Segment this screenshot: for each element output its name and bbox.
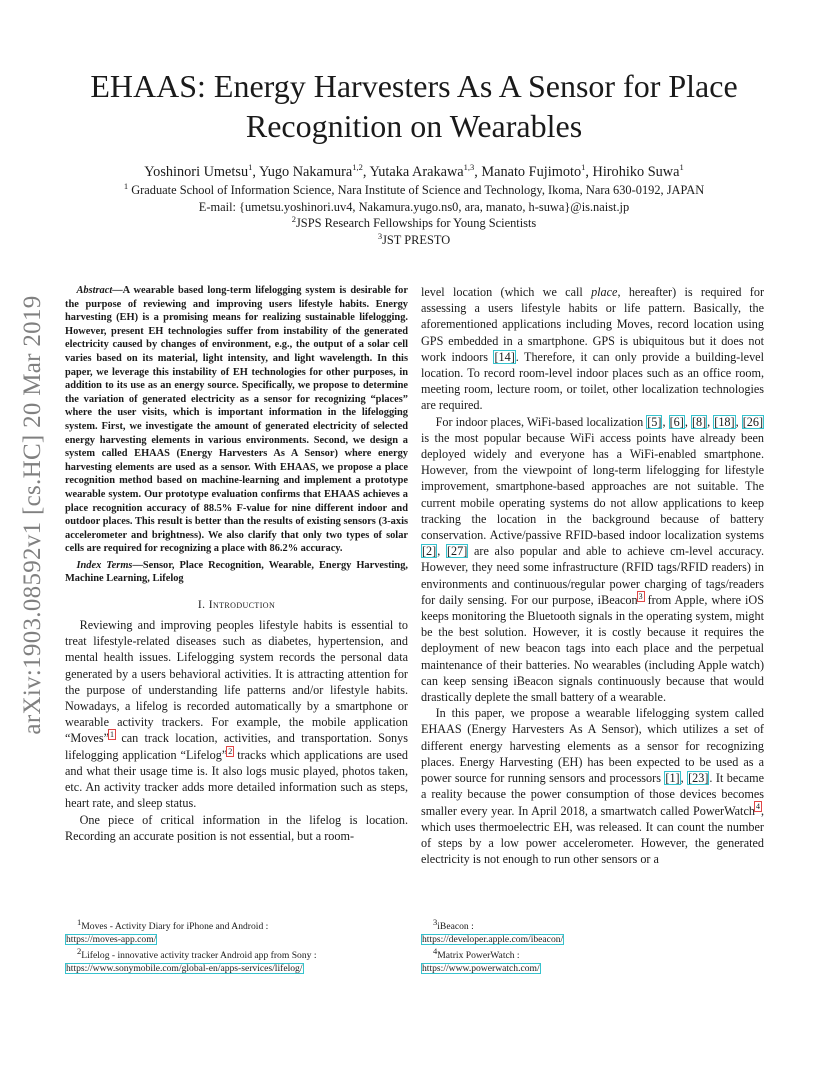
citation-link[interactable]: [23] [688, 771, 709, 786]
paper-title [60, 66, 768, 146]
intro-paragraph-3: For indoor places, WiFi-based localization [5], [6], [8], [18], [26] is the most popular because WiFi access points have already been deployed widely and everyone has a WiFi-enabled smartphone. However, from the viewpoint of long-term lifelogging for lifestyle improvement, smartphone-based approaches are not suitable. The current mobile operating systems do not allow applications to keep tracking the location in the background because of battery conservation. Active/passive RFID-based indoor localization systems [2], [27] are also popular and able to achieve cm-level accuracy. However, they need some infrastructure (RFID tags/RFID readers) in environments and continuous/regular power charging of tags/readers for daily sensing. For our purpose, iBeacon$^3$ from Apple, where iOS keeps monitoring the Bluetooth signals in the operating system, might be the best solution. However, it is costly because it requires the deployment of new beacon tags into each place and the perpetual maintenance of their batteries. No wearables (including Apple watch) can keep sensing iBeacon signals continuously because that would drastically deplete the small battery of a wearable. [421, 414, 765, 705]
footnote-3: $^3$iBeacon : [433, 916, 474, 932]
intro-paragraph-1: Reviewing and improving peoples lifestyle habits is essential to treat lifestyle-related diseases such as diabetes, hypertension, and mental health issues. Lifelogging system records the personal data generated by a users behavioral activities. It is attracting attention for the purpose of understanding life patterns and/or lifestyle habits. Nowadays, a lifelog is recorded automatically by a smartphone or wearable activity trackers. For example, the mobile application “Moves”$^1$ can track location, activities, and transportation. Sonys lifelogging application “Lifelog”$^2$ tracks which applications are used and what their usage time is. It also logs music played, photos taken, etc. An activity tracker adds more detailed information such as steps, heart rate, and sleep status. [65, 618, 408, 811]
citation-link[interactable]: [27] [446, 544, 468, 559]
footnotes-right [421, 916, 764, 978]
citation-link[interactable]: [26] [742, 414, 764, 429]
footnote-4: $^4$Matrix PowerWatch : [433, 945, 520, 961]
footnote-1-url[interactable]: https://moves-app.com/ [66, 934, 157, 945]
citation-link[interactable]: [14] [494, 349, 515, 364]
index-terms: Index Terms—Sensor, Place Recognition, Wearable, Energy Harvesting, Machine Learning, Lifelog [65, 559, 408, 585]
title-line-2: Recognition on Wearables [245, 108, 583, 144]
author: Yugo Nakamura$^{1,2}$, [258, 162, 370, 180]
author: Yutaka Arakawa$^{1,3}$, [369, 162, 482, 180]
footnote-2: $^2$Lifelog - innovative activity tracker Android app from Sony : [77, 945, 317, 961]
intro-paragraph-2: One piece of critical information in the lifelog is location. Recording an accurate position is not essential, but a room- [65, 812, 408, 843]
footnote-link-1[interactable]: 1 [110, 730, 114, 740]
abstract: Abstract—A wearable based long-term lifelogging system is desirable for the purpose of reviewing and improving users lifestyle habits. Energy harvesting (EH) is a promising means for realizing sustainable lifelogging. However, present EH technologies suffer from instability of the generated electricity caused by changes of environment, e.g., the output of a solar cell varies based on its material, light intensity, and light wavelength. In this paper, we leverage this instability of EH technologies for other purposes, in addition to its use as an energy source. Specifically, we propose to determine the variation of generated electricity as a sensor for recognizing “places” where the user visits, which is important information in the lifelogging system. First, we investigate the amount of generated electricity of selected energy harvesting elements in various environments. Second, we design a system called EHAAS (Energy Harvesters As A Sensor) where energy harvesting elements are used as a sensor. With EHAAS, we propose a place recognition method based on machine-learning and implement a prototype wearable system. Our prototype evaluation confirms that EHAAS achieves a place recognition accuracy of 88.5% F-value for nine different indoor and outdoor places. This result is better than the results of existing sensors (3-axis accelerometer and brightness). We also clarify that only two types of solar cells are required for recognizing a place with 86.2% accuracy. [65, 285, 408, 555]
author: Hirohiko Suwa$^1$ [592, 162, 684, 180]
citation-link[interactable]: [18] [714, 414, 735, 429]
footnote-1: $^1$Moves - Activity Diary for iPhone and Android : [77, 916, 269, 932]
footnote-link-4[interactable]: 4 [755, 802, 760, 812]
author-list [40, 164, 788, 181]
affiliation-3: $^3$JST PRESTO [377, 230, 451, 247]
right-column [421, 284, 764, 867]
author: Yoshinori Umetsu$^1$, [144, 162, 259, 180]
intro-paragraph-2-continued: level location (which we call place, hereafter) is required for assessing a users lifestyle habits or life pattern. Basically, the aforementioned applications including Moves, record location using GPS embedded in a smartphone. GPS is ubiquitous but it does not work indoors [14]. Therefore, it can only provide a building-level location. To record room-level indoor places such as an office room, meeting room, lecture room, or toilet, other localization technologies are required. [421, 285, 765, 413]
author: Manato Fujimoto$^1$, [481, 162, 593, 180]
citation-link[interactable]: [8] [691, 414, 707, 429]
affiliation-1: $^1$ Graduate School of Information Science, Nara Institute of Science and Technology, Ikoma, Nara 630-0192, JAPAN [123, 180, 705, 197]
citation-link[interactable]: [2] [422, 544, 437, 559]
citation-link[interactable]: [5] [647, 414, 662, 429]
intro-paragraph-4: In this paper, we propose a wearable lifelogging system called EHAAS (Energy Harvesters As A Sensor), which utilizes a set of different energy harvesting elements as a sensor for recognizing places. Energy Harvesting (EH) has been expected to be used as a power source for running sensors and processors [1], [23]. It became a reality because the power consumption of those devices becomes smaller every year. In April 2018, a smartwatch called PowerWatch$^4$, which uses thermoelectric EH, was released. It can count the number of steps by a low power accelerometer. However, the generated electricity is not enough to run other sensors or a [421, 706, 765, 867]
footnote-link-2[interactable]: 2 [228, 746, 233, 756]
arxiv-identifier: arXiv:1903.08592v1 [cs.HC] 20 Mar 2019 [19, 295, 46, 735]
citation-link[interactable]: [6] [669, 414, 684, 429]
affiliation-2: $^2$JSPS Research Fellowships for Young Scientists [291, 213, 537, 230]
footnote-3-url[interactable]: https://developer.apple.com/ibeacon/ [422, 934, 564, 945]
footnote-4-url[interactable]: https://www.powerwatch.com/ [422, 963, 540, 974]
title-line-1: EHAAS: Energy Harvesters As A Sensor for Place [90, 68, 738, 104]
footnote-2-url[interactable]: https://www.sonymobile.com/global-en/apps-services/lifelog/ [66, 963, 303, 974]
left-column [65, 284, 408, 844]
footnote-link-3[interactable]: 3 [638, 591, 643, 601]
email-line: E-mail: {umetsu.yoshinori.uv4, Nakamura.yugo.ns0, ara, manato, h-suwa}@is.naist.jp [198, 200, 630, 214]
citation-link[interactable]: [1] [665, 771, 680, 786]
footnotes-left [65, 916, 408, 978]
section-heading-introduction: I. Introduction [197, 598, 276, 612]
